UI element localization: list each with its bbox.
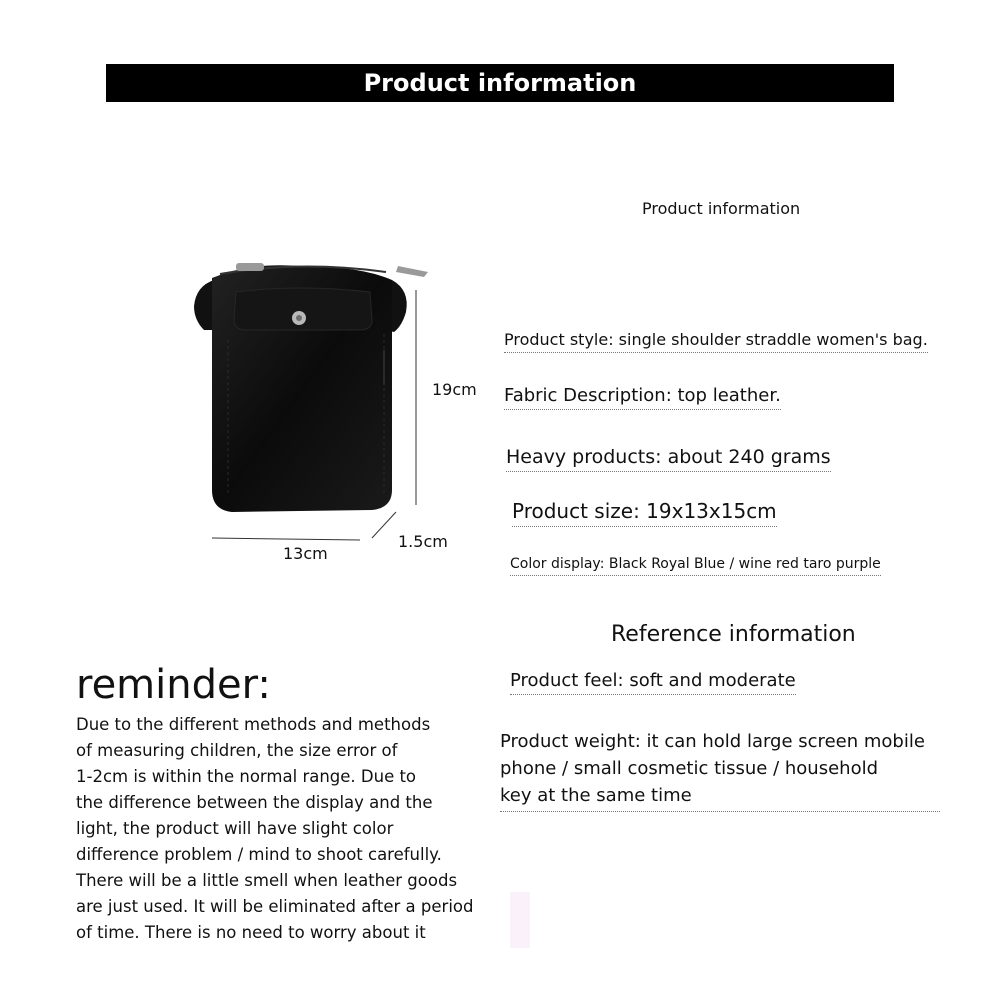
depth-dimension-line (372, 512, 396, 538)
reference-feel: Product feel: soft and moderate (510, 670, 796, 695)
reference-capacity: Product weight: it can hold large screen mobile phone / small cosmetic tissue / household key at the same time (500, 728, 940, 812)
strap-tab-left (194, 280, 214, 330)
product-image (0, 0, 460, 600)
height-label: 19cm (432, 380, 477, 399)
page-title: Product information (363, 69, 637, 97)
spec-style: Product style: single shoulder straddle women's bag. (504, 330, 928, 353)
depth-label: 1.5cm (398, 532, 448, 551)
section-subheading: Product information (642, 199, 801, 218)
reminder-text: Due to the different methods and methods of measuring children, the size error of 1-2cm is within the normal range. Due to the difference between the display and the light, the product will have slight color difference problem / mind to shoot carefully. There will be a little smell when leather goods are just used. It will be eliminated after a period of time. There is no need to worry about it (76, 715, 474, 942)
spec-size: Product size: 19x13x15cm (512, 499, 777, 527)
zipper-pull-right (396, 266, 428, 277)
faint-mark (510, 892, 530, 948)
width-label: 13cm (283, 544, 328, 563)
zipper-pull-left (236, 263, 264, 271)
spec-weight: Heavy products: about 240 grams (506, 446, 831, 472)
reminder-heading: reminder: (76, 662, 271, 708)
reference-heading: Reference information (611, 622, 856, 647)
width-dimension-line (212, 538, 360, 540)
spec-fabric: Fabric Description: top leather. (504, 385, 781, 410)
spec-colors: Color display: Black Royal Blue / wine red taro purple (510, 556, 881, 576)
